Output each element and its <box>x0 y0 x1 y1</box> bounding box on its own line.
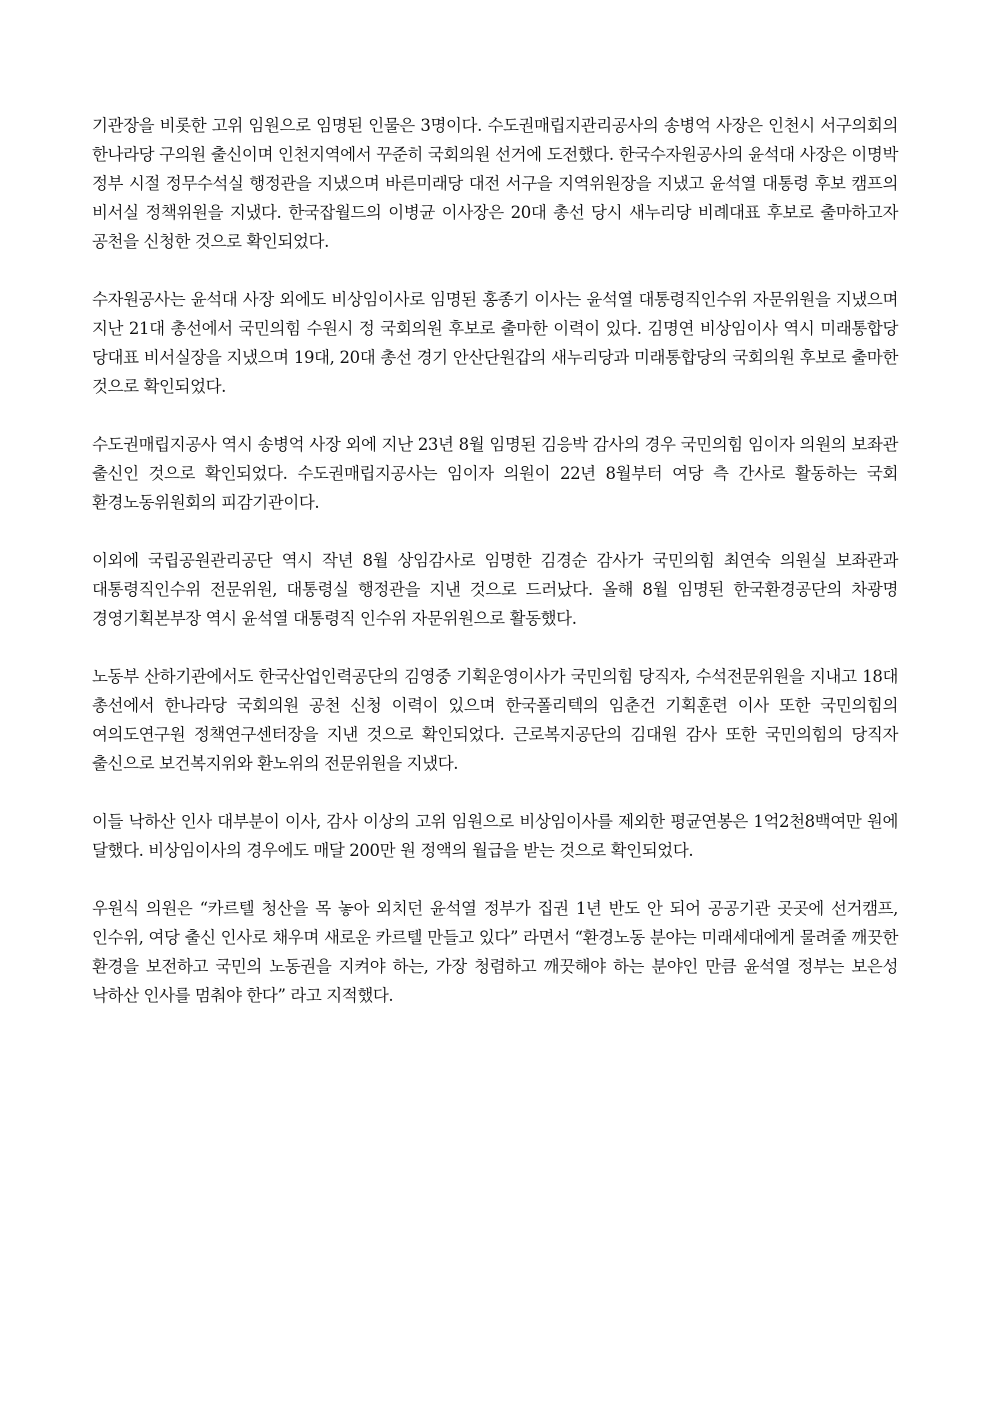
paragraph-labor-ministry: 노동부 산하기관에서도 한국산업인력공단의 김영중 기획운영이사가 국민의힘 당직자, 수석전문위원을 지내고 18대 총선에서 한나라당 국회의원 공천 신청 이력이 있으며 한국폴리텍의 임춘건 기획훈련 이사 또한 국민의힘의 여의도연구원 정책연구센터장을 지낸 것으로 확인되었다. 근로복지공단의 김대원 감사 또한 국민의힘의 당직자 출신으로 보건복지위와 환노위의 전문위원을 지냈다. <box>92 667 898 773</box>
paragraph-national-parks: 이외에 국립공원관리공단 역시 작년 8월 상임감사로 임명한 김경순 감사가 국민의힘 최연숙 의원실 보좌관과 대통령직인수위 전문위원, 대통령실 행정관을 지낸 것으로 드러났다. 올해 8월 임명된 한국환경공단의 차광명 경영기획본부장 역시 윤석열 대통령직 인수위 자문위원으로 활동했다. <box>92 551 898 628</box>
paragraph-appointed-heads: 기관장을 비롯한 고위 임원으로 임명된 인물은 3명이다. 수도권매립지관리공사의 송병억 사장은 인천시 서구의회의 한나라당 구의원 출신이며 인천지역에서 꾸준히 국회의원 선거에 도전했다. 한국수자원공사의 윤석대 사장은 이명박 정부 시절 정무수석실 행정관을 지냈으며 바른미래당 대전 서구을 지역위원장을 지냈고 윤석열 대통령 후보 캠프의 비서실 정책위원을 지냈다. 한국잡월드의 이병균 이사장은 20대 총선 당시 새누리당 비례대표 후보로 출마하고자 공천을 신청한 것으로 확인되었다. <box>92 116 898 251</box>
paragraph-salary: 이들 낙하산 인사 대부분이 이사, 감사 이상의 고위 임원으로 비상임이사를 제외한 평균연봉은 1억2천8백여만 원에 달했다. 비상임이사의 경우에도 매달 200만 원 정액의 월급을 받는 것으로 확인되었다. <box>92 812 898 860</box>
paragraph-quote: 우원식 의원은 “카르텔 청산을 목 놓아 외치던 윤석열 정부가 집권 1년 반도 안 되어 공공기관 곳곳에 선거캠프, 인수위, 여당 출신 인사로 채우며 새로운 카르텔 만들고 있다” 라면서 “환경노동 분야는 미래세대에게 물려줄 깨끗한 환경을 보전하고 국민의 노동권을 지켜야 하는, 가장 청렴하고 깨끗해야 하는 분야인 만큼 윤석열 정부는 보은성 낙하산 인사를 멈춰야 한다” 라고 지적했다. <box>92 899 898 1005</box>
paragraph-landfill-corp: 수도권매립지공사 역시 송병억 사장 외에 지난 23년 8월 임명된 김응박 감사의 경우 국민의힘 임이자 의원의 보좌관 출신인 것으로 확인되었다. 수도권매립지공사는 임이자 의원이 22년 8월부터 여당 측 간사로 활동하는 국회 환경노동위원회의 피감기관이다. <box>92 435 898 512</box>
paragraph-water-resources: 수자원공사는 윤석대 사장 외에도 비상임이사로 임명된 홍종기 이사는 윤석열 대통령직인수위 자문위원을 지냈으며 지난 21대 총선에서 국민의힘 수원시 정 국회의원 후보로 출마한 이력이 있다. 김명연 비상임이사 역시 미래통합당 당대표 비서실장을 지냈으며 19대, 20대 총선 경기 안산단원갑의 새누리당과 미래통합당의 국회의원 후보로 출마한 것으로 확인되었다. <box>92 290 898 396</box>
document-body <box>92 111 898 1039</box>
